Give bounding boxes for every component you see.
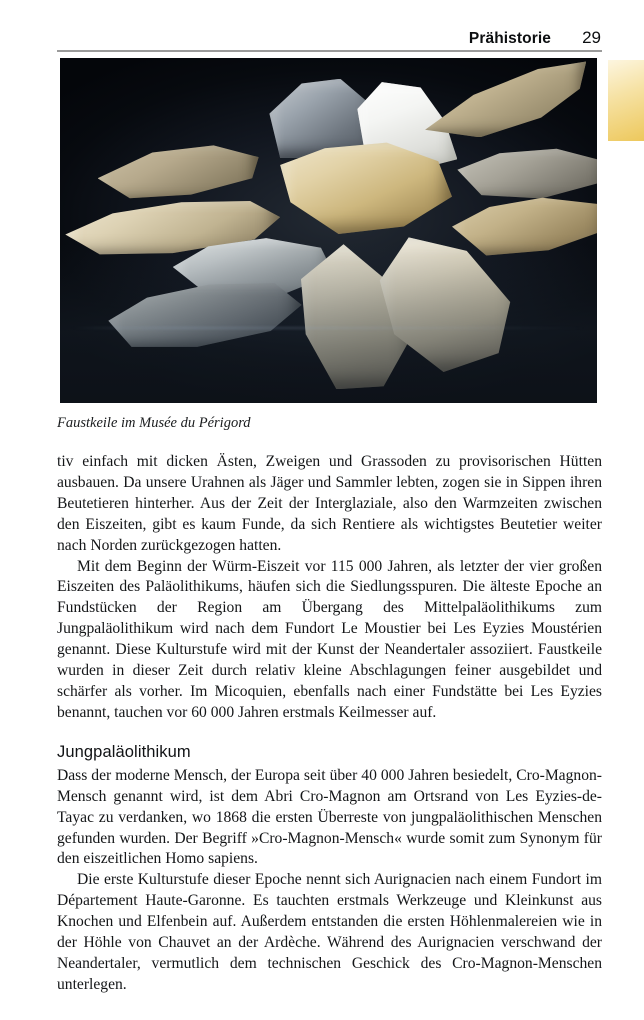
handaxe-upper-right-tan [425,61,586,137]
page-title: Prähistorie [468,29,551,47]
handaxe-upper-left [98,144,259,203]
photo-handaxes [60,58,597,403]
body-paragraph: tiv einfach mit dicken Ästen, Zweigen und Grassoden zu provisorischen Hütten ausbauen. Da unsere Urahnen als Jäger und Sammler lebten, zogen sie in Sippen ihren Beutetieren hinterher. Aus der Zeit der Interglaziale, also den Warmzeiten zwischen den Eiszeiten, gibt es kaum Funde, da sich Rentiere als wichtigstes Beutetier weiter nach Norden zurückgezogen hatten. [57,453,602,554]
section-thumb-label [608,148,644,318]
body-paragraph: Die erste Kulturstufe dieser Epoche nennt sich Aurignacien nach einem Fundort im Département Haute-Garonne. Es tauchten erstmals Werkzeuge und Kleinkunst aus Knochen und Elfenbein auf. Außerdem entstanden die ersten Höhlenmalereien wie in der Höhle von Chauvet an der Ardèche. Während des Aurignacien verschwand der Neandertaler, vermutlich dem technischen Geschick des Cro-Magnon-Menschen unterlegen. [57,871,602,993]
body-paragraph: Mit dem Beginn der Würm-Eiszeit vor 115 000 Jahren, als letzter der vier großen Eiszeiten des Paläolithikums, häufen sich die Siedlungsspuren. Die älteste Epoche an Fundstücken der Region am Übergang des Mittelpaläolithikums zum Jungpaläolithikum wird nach dem Fundort Le Moustier bei Les Eyzies Moustérien genannt. Diese Kulturstufe wird mit der Kunst der Neandertaler assoziiert. Faustkeile wurden in dieser Zeit durch relativ kleine Abschlagungen feiner ausgebildet und schärfer als vorher. Im Micoquien, ebenfalls nach einer Fundstätte bei Les Eyzies benannt, tauchen vor 60 000 Jahren erstmals Keilmesser auf. [57,557,602,721]
figure-caption: Faustkeile im Musée du Périgord [57,415,251,431]
header-divider [57,50,602,52]
photo-table-reflection [60,244,597,403]
figure-faustkeile [60,58,597,403]
body-paragraph: Dass der moderne Mensch, der Europa seit über 40 000 Jahren besiedelt, Cro-Magnon-Mensch genannt wird, ist dem Abri Cro-Magnon am Ortsrand von Les Eyzies-de-Tayac zu verdanken, wo 1868 die ersten Überreste von jungpaläolithischen Menschen gefunden wurden. Der Begriff »Cro-Magnon-Mensch« wurde somit zum Synonym für den eiszeitlichen Homo sapiens. [57,766,602,868]
body-column [57,452,602,996]
section-thumb-tab [608,60,644,141]
page-number: 29 [582,28,601,47]
handaxe-center-ochre [280,141,452,234]
running-header [57,22,601,46]
section-subheading: Jungpaläolithikum [57,742,191,761]
